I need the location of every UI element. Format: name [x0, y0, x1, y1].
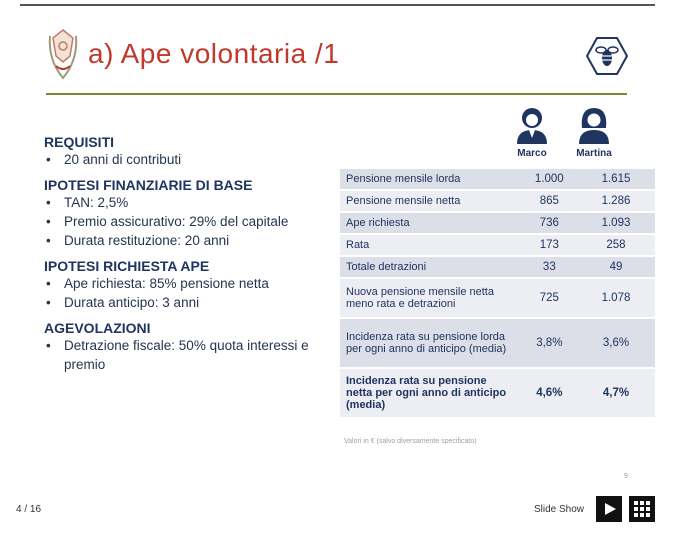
marco-value: 4,6%: [522, 369, 577, 417]
requirements-panel: [44, 134, 324, 374]
slide: [20, 4, 655, 480]
section-heading: REQUISITI: [44, 134, 115, 150]
slide-title: a) Ape volontaria /1: [88, 38, 340, 69]
bullet-item: • Durata anticipo: 3 anni: [44, 293, 324, 312]
bee-hexagon-icon: [586, 36, 628, 76]
section-heading: IPOTESI RICHIESTA APE: [44, 258, 210, 274]
grid-icon: [629, 496, 655, 522]
marco-value: 33: [522, 257, 577, 277]
section-heading: AGEVOLAZIONI: [44, 320, 151, 336]
martina-value: 1.093: [577, 213, 655, 233]
row-label: Totale detrazioni: [340, 257, 522, 277]
table-row: [340, 169, 655, 189]
table-row: [340, 319, 655, 367]
play-icon: [596, 496, 622, 522]
martina-value: 49: [577, 257, 655, 277]
viewer-toolbar: [0, 495, 686, 525]
row-label: Rata: [340, 235, 522, 255]
title-divider: [46, 93, 627, 95]
bullet-item: • 20 anni di contributi: [44, 150, 324, 169]
marco-value: 3,8%: [522, 319, 577, 367]
marco-avatar-icon: [514, 106, 550, 144]
marco-value: 1.000: [522, 169, 577, 189]
marco-value: 736: [522, 213, 577, 233]
bullet-item: • Premio assicurativo: 29% del capitale: [44, 212, 324, 231]
comparison-table: [340, 167, 655, 419]
bullet-item: • Detrazione fiscale: 50% quota interessi e premio: [44, 336, 324, 374]
bullet-item: • TAN: 2,5%: [44, 193, 324, 212]
table-row: [340, 191, 655, 211]
grid-view-button[interactable]: [629, 496, 655, 522]
marco-value: 173: [522, 235, 577, 255]
martina-value: 3,6%: [577, 319, 655, 367]
martina-value: 1.615: [577, 169, 655, 189]
table-row: [340, 257, 655, 277]
republic-emblem-icon: [46, 26, 80, 84]
page-indicator: 4 / 16: [16, 504, 42, 515]
table-row: [340, 279, 655, 317]
marco-value: 725: [522, 279, 577, 317]
slideshow-label[interactable]: Slide Show: [534, 504, 585, 515]
row-label: Ape richiesta: [340, 213, 522, 233]
person-name: Martina: [576, 148, 612, 159]
row-label: Nuova pensione mensile netta meno rata e detrazioni: [340, 279, 522, 317]
row-label: Incidenza rata su pensione netta per ogni anno di anticipo (media): [340, 369, 522, 417]
person-name: Marco: [517, 148, 547, 159]
bullet-item: • Ape richiesta: 85% pensione netta: [44, 274, 324, 293]
table-row: [340, 235, 655, 255]
martina-value: 1.078: [577, 279, 655, 317]
row-label: Pensione mensile lorda: [340, 169, 522, 189]
table-row: [340, 369, 655, 417]
table-row: [340, 213, 655, 233]
values-note: Valori in € (salvo diversamente specificato): [344, 438, 477, 445]
row-label: Pensione mensile netta: [340, 191, 522, 211]
slide-number: 9: [624, 473, 628, 480]
martina-value: 4,7%: [577, 369, 655, 417]
martina-value: 258: [577, 235, 655, 255]
row-label: Incidenza rata su pensione lorda per ogni anno di anticipo (media): [340, 319, 522, 367]
martina-avatar-icon: [576, 106, 612, 144]
martina-value: 1.286: [577, 191, 655, 211]
marco-value: 865: [522, 191, 577, 211]
play-slideshow-button[interactable]: [596, 496, 622, 522]
section-heading: IPOTESI FINANZIARIE DI BASE: [44, 177, 253, 193]
bullet-item: • Durata restituzione: 20 anni: [44, 231, 324, 250]
